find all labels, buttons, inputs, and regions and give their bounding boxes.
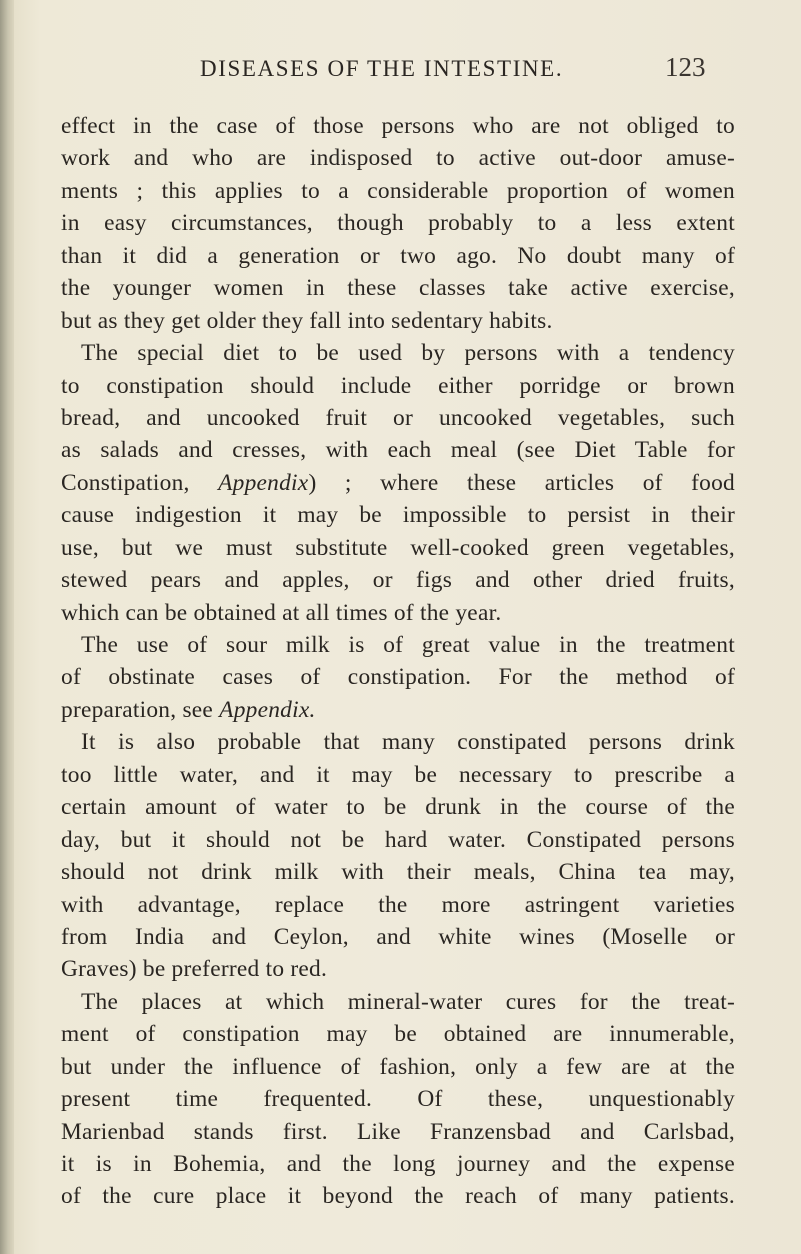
italic-reference: Appendix. xyxy=(219,696,316,723)
text-line-content: with advantage, replace the more astringent varieties xyxy=(61,891,735,918)
page-number: 123 xyxy=(665,52,706,82)
text-line-content: from India and Ceylon, and white wines (Moselle or xyxy=(61,923,735,950)
text-line-content: work and who are indisposed to active out-door amuse- xyxy=(61,145,735,172)
text-line-content: too little water, and it may be necessary to prescribe a xyxy=(61,761,735,788)
text-line-content: stewed pears and apples, or figs and other dried fruits, xyxy=(61,567,735,594)
text-line xyxy=(61,921,735,953)
text-line-tail: ) ; where these articles of food xyxy=(308,469,735,496)
text-line xyxy=(61,629,735,661)
text-line-content: to constipation should include either porridge or brown xyxy=(61,372,735,399)
text-line xyxy=(61,856,735,888)
text-line xyxy=(61,272,735,304)
text-line-content: bread, and uncooked fruit or uncooked vegetables, such xyxy=(61,404,735,431)
text-line xyxy=(61,1148,735,1180)
text-line-content: which can be obtained at all times of the year. xyxy=(61,599,502,626)
text-line-content: Graves) be preferred to red. xyxy=(61,956,328,983)
text-line xyxy=(61,175,735,207)
text-line-content: effect in the case of those persons who are not obliged to xyxy=(61,113,735,139)
text-line-content: preparation, see xyxy=(61,696,220,723)
italic-reference: Appendix xyxy=(218,469,309,496)
text-line-content: in easy circumstances, though probably to a less extent xyxy=(61,210,735,237)
text-line-content: Marienbad stands first. Like Franzensbad and Carlsbad, xyxy=(61,1118,735,1145)
text-line xyxy=(61,759,735,791)
text-line-content: certain amount of water to be drunk in the course of the xyxy=(61,794,735,821)
text-line-content: present time frequented. Of these, unquestionably xyxy=(61,1086,735,1113)
text-line xyxy=(61,694,735,726)
text-line xyxy=(61,402,735,434)
text-line xyxy=(61,726,735,758)
text-line xyxy=(61,370,735,402)
text-line-content: but under the influence of fashion, only a few are at the xyxy=(61,1053,735,1080)
text-line xyxy=(61,1083,735,1115)
text-line-content: but as they get older they fall into sedentary habits. xyxy=(61,307,553,334)
text-line-content: of obstinate cases of constipation. For the method of xyxy=(61,664,735,691)
text-line-content: The use of sour milk is of great value in the treatment xyxy=(81,632,735,658)
text-line-content: it is in Bohemia, and the long journey and the expense xyxy=(61,1151,735,1177)
text-line xyxy=(61,597,735,629)
page-header xyxy=(0,50,801,90)
text-line xyxy=(61,110,735,142)
text-line-content: the younger women in these classes take active exercise, xyxy=(61,275,735,302)
text-line xyxy=(61,240,735,272)
text-line-content: It is also probable that many constipated persons drink xyxy=(81,729,735,756)
text-line xyxy=(61,337,735,369)
text-line xyxy=(61,953,735,985)
text-line xyxy=(61,1051,735,1083)
text-line xyxy=(61,986,735,1018)
text-line-content: than it did a generation or two ago. No doubt many of xyxy=(61,242,735,269)
text-line-content: should not drink milk with their meals, China tea may, xyxy=(61,859,735,886)
text-line xyxy=(61,305,735,337)
text-line-content: as salads and cresses, with each meal (see Diet Table for xyxy=(61,437,735,464)
text-line-content: ments ; this applies to a considerable proportion of women xyxy=(61,177,735,204)
text-line xyxy=(61,791,735,823)
text-line xyxy=(61,1018,735,1050)
text-line-content: day, but it should not be hard water. Constipated persons xyxy=(61,826,735,853)
text-line xyxy=(61,142,735,174)
text-line xyxy=(61,499,735,531)
text-line xyxy=(61,1180,735,1212)
text-line xyxy=(61,564,735,596)
text-line xyxy=(61,824,735,856)
text-line-content: Constipation, xyxy=(61,469,219,496)
text-line-content: cause indigestion it may be impossible to persist in their xyxy=(61,502,735,529)
text-line-content: ment of constipation may be obtained are innumerable, xyxy=(61,1021,735,1048)
text-line xyxy=(61,889,735,921)
text-line-content: The special diet to be used by persons with a tendency xyxy=(81,340,735,367)
text-line-content: of the cure place it beyond the reach of many patients. xyxy=(61,1183,735,1210)
body-text xyxy=(61,110,735,1213)
text-line xyxy=(61,532,735,564)
text-line xyxy=(61,661,735,693)
text-line xyxy=(61,1116,735,1148)
text-line-content: The places at which mineral-water cures for the treat- xyxy=(81,988,735,1015)
text-line xyxy=(61,467,735,499)
text-line xyxy=(61,207,735,239)
running-head: DISEASES OF THE INTESTINE. xyxy=(200,56,564,81)
page-binding-edge xyxy=(0,0,14,1254)
text-line xyxy=(61,434,735,466)
text-line-content: use, but we must substitute well-cooked green vegetables, xyxy=(61,534,735,561)
